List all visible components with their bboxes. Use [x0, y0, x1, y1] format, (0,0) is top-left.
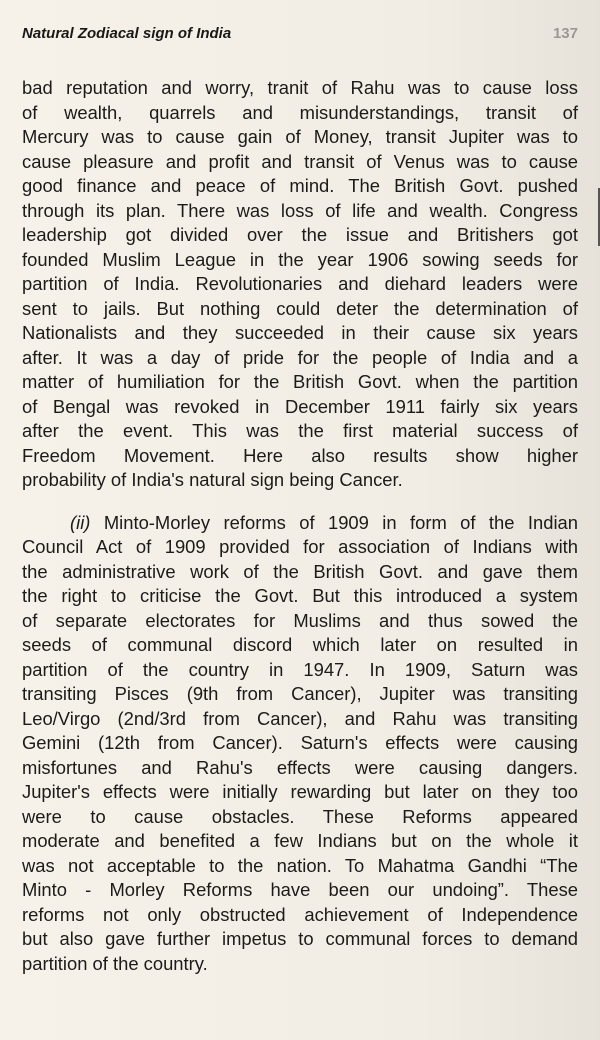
list-marker: (ii) — [70, 511, 91, 533]
text-line: cause pleasure and profit and transit of Venus was to cause — [22, 150, 578, 172]
text-line: the administrative work of the British Govt. and gave them — [22, 560, 578, 582]
text-line: partition of the country in 1947. In 1909, Saturn was — [22, 658, 578, 680]
running-title: Natural Zodiacal sign of India — [22, 25, 232, 42]
paragraph-1 — [22, 76, 578, 493]
text-line: good finance and peace of mind. The British Govt. pushed — [22, 175, 578, 196]
text-line: Mercury was to cause gain of Money, transit Jupiter was to — [22, 126, 578, 147]
text-line: leadership got divided over the issue and Britishers got — [22, 224, 578, 245]
text-line: misfortunes and Rahu's effects were causing dangers. — [22, 756, 578, 778]
running-header — [22, 22, 578, 46]
text-line: sent to jails. But nothing could deter the determination of — [22, 297, 578, 319]
text-line: of separate electorates for Muslims and thus sowed the — [22, 609, 578, 631]
text-line: was not acceptable to the nation. To Mahatma Gandhi “The — [22, 854, 578, 876]
text-line: Leo/Virgo (2nd/3rd from Cancer), and Rahu was transiting — [22, 707, 578, 729]
text-line: partition of India. Revolutionaries and diehard leaders were — [22, 273, 578, 294]
text-line: moderate and benefited a few Indians but on the whole it — [22, 830, 578, 851]
text-line: of wealth, quarrels and misunderstandings, transit of — [22, 101, 578, 123]
text-line: Nationalists and they succeeded in their cause six years — [22, 322, 578, 343]
text-line: transiting Pisces (9th from Cancer), Jupiter was transiting — [22, 683, 578, 704]
text-line: partition of the country. — [22, 952, 208, 974]
page-number: 137 — [552, 25, 578, 42]
text-line: Minto - Morley Reforms have been our undoing”. These — [22, 879, 578, 900]
text-line: of Bengal was revoked in December 1911 fairly six years — [22, 395, 578, 417]
text-line: Freedom Movement. Here also results show higher — [22, 444, 578, 466]
text-line: Jupiter's effects were initially rewarding but later on they too — [22, 781, 578, 802]
text-line: were to cause obstacles. These Reforms appeared — [22, 805, 578, 827]
text-line — [22, 511, 578, 536]
text-line: matter of humiliation for the British Govt. when the partition — [22, 371, 578, 392]
text-line: seeds of communal discord which later on resulted in — [22, 634, 578, 655]
text-line: the right to criticise the Govt. But this introduced a system — [22, 585, 578, 606]
text-line: bad reputation and worry, tranit of Rahu was to cause loss — [22, 77, 578, 98]
paragraph-2 — [22, 511, 578, 977]
body-text — [22, 76, 578, 976]
text-line: through its plan. There was loss of life and wealth. Congress — [22, 199, 578, 221]
text-line: founded Muslim League in the year 1906 sowing seeds for — [22, 248, 578, 270]
text-line: Council Act of 1909 provided for association of Indians with — [22, 536, 578, 557]
text-line: after the event. This was the first material success of — [22, 420, 578, 441]
text-line: after. It was a day of pride for the people of India and a — [22, 346, 578, 368]
text-line: but also gave further impetus to communal forces to demand — [22, 928, 578, 949]
text-line: reforms not only obstructed achievement of Independence — [22, 903, 578, 925]
text-line-content: Minto-Morley reforms of 1909 in form of the Indian — [90, 511, 578, 533]
text-line: Gemini (12th from Cancer). Saturn's effects were causing — [22, 732, 578, 753]
text-line: probability of India's natural sign being Cancer. — [22, 469, 403, 490]
